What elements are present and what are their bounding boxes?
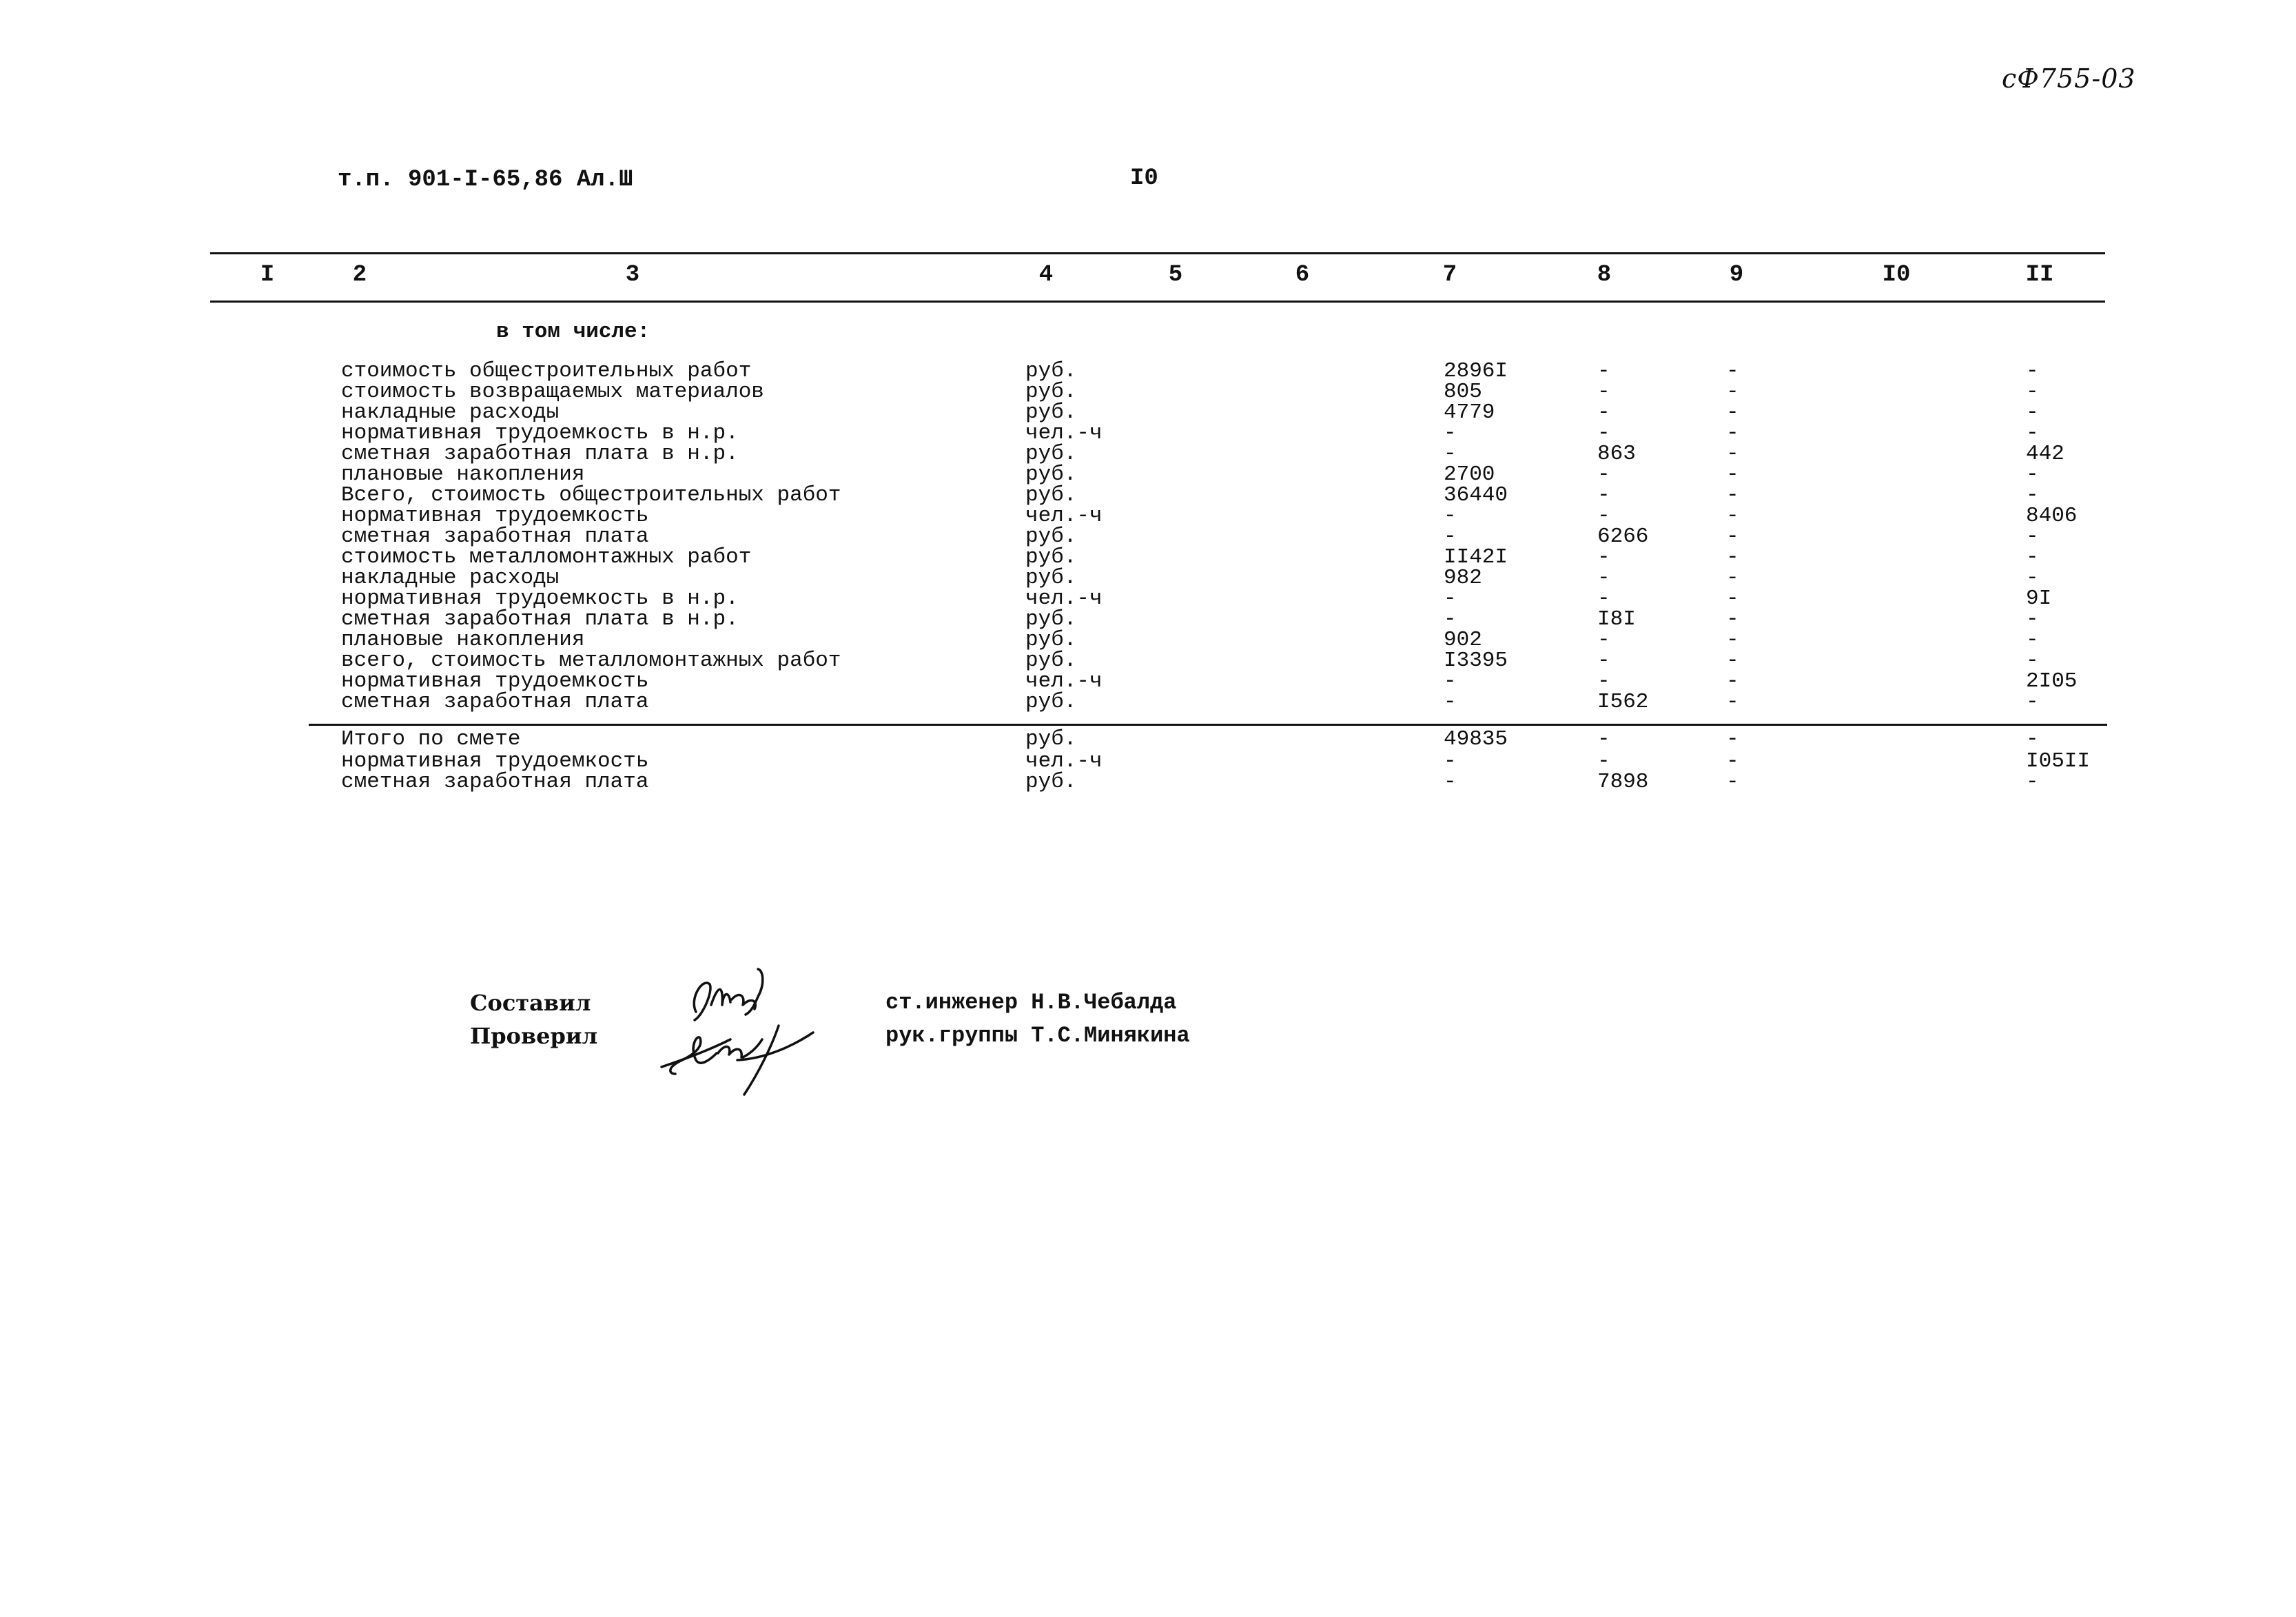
row-col7: 982 <box>1444 566 1482 590</box>
total-label: сметная заработная плата <box>341 770 649 794</box>
row-col9: - <box>1726 442 1739 466</box>
row-col9: - <box>1726 690 1739 714</box>
row-col9: - <box>1726 669 1739 693</box>
row-col8: I562 <box>1597 690 1649 714</box>
row-col11: 9I <box>2026 587 2052 611</box>
row-unit: руб. <box>1025 483 1077 507</box>
row-unit: руб. <box>1025 400 1077 425</box>
row-col11: - <box>2026 380 2039 404</box>
compiled-by: ст.инженер Н.В.Чебалда <box>885 990 1177 1015</box>
row-col11: - <box>2026 649 2039 673</box>
column-number: 8 <box>1597 262 1612 288</box>
row-label: нормативная трудоемкость <box>341 669 649 693</box>
handwritten-signatures <box>655 957 834 1101</box>
total-separator-rule <box>309 724 2107 726</box>
row-col8: 863 <box>1597 442 1636 466</box>
row-col7: 805 <box>1444 380 1482 404</box>
table-header-rule <box>210 301 2105 303</box>
row-col11: - <box>2026 483 2039 507</box>
row-col9: - <box>1726 545 1739 569</box>
row-col8: - <box>1597 566 1610 590</box>
row-col11: 8406 <box>2026 504 2078 528</box>
row-col9: - <box>1726 380 1739 404</box>
row-col7: - <box>1444 504 1457 528</box>
row-unit: руб. <box>1025 607 1077 631</box>
row-label: накладные расходы <box>341 566 560 590</box>
total-col11: - <box>2026 727 2039 751</box>
row-label: накладные расходы <box>341 400 560 425</box>
row-col7: I3395 <box>1444 649 1508 673</box>
row-label: плановые накопления <box>341 462 585 487</box>
row-col11: - <box>2026 400 2039 425</box>
document-reference: т.п. 901-I-65,86 Ал.Ш <box>338 167 633 193</box>
row-col9: - <box>1726 587 1739 611</box>
total-label: нормативная трудоемкость <box>341 749 649 773</box>
row-col11: - <box>2026 421 2039 445</box>
row-unit: руб. <box>1025 462 1077 487</box>
row-label: стоимость металломонтажных работ <box>341 545 752 569</box>
row-col7: - <box>1444 607 1457 631</box>
row-col9: - <box>1726 400 1739 425</box>
row-label: Всего, стоимость общестроительных работ <box>341 483 841 507</box>
row-col11: 442 <box>2026 442 2064 466</box>
row-label: нормативная трудоемкость в н.р. <box>341 587 739 611</box>
row-col11: - <box>2026 690 2039 714</box>
column-number: 7 <box>1442 262 1457 288</box>
row-col7: 2700 <box>1444 462 1495 487</box>
row-col7: - <box>1444 525 1457 549</box>
row-label: стоимость общестроительных работ <box>341 359 752 383</box>
checked-label: Проверил <box>470 1023 598 1049</box>
row-col8: - <box>1597 380 1610 404</box>
row-unit: руб. <box>1025 545 1077 569</box>
total-col7: - <box>1444 749 1457 773</box>
row-col7: 902 <box>1444 628 1482 652</box>
row-label: нормативная трудоемкость <box>341 504 649 528</box>
total-unit: руб. <box>1025 770 1077 794</box>
row-col11: - <box>2026 545 2039 569</box>
column-number: 5 <box>1168 262 1183 288</box>
row-col9: - <box>1726 607 1739 631</box>
row-col11: - <box>2026 607 2039 631</box>
row-col8: - <box>1597 587 1610 611</box>
total-col9: - <box>1726 749 1739 773</box>
column-number: I <box>260 262 275 288</box>
total-col9: - <box>1726 727 1739 751</box>
column-number: 4 <box>1038 262 1054 288</box>
row-col7: - <box>1444 690 1457 714</box>
row-col11: - <box>2026 462 2039 487</box>
column-number: I0 <box>1882 262 1911 288</box>
row-col11: - <box>2026 628 2039 652</box>
row-col8: - <box>1597 545 1610 569</box>
row-label: всего, стоимость металломонтажных работ <box>341 649 841 673</box>
row-col9: - <box>1726 359 1739 383</box>
row-col8: - <box>1597 400 1610 425</box>
row-unit: руб. <box>1025 566 1077 590</box>
row-unit: руб. <box>1025 649 1077 673</box>
row-unit: чел.-ч <box>1025 669 1103 693</box>
row-col9: - <box>1726 504 1739 528</box>
row-col9: - <box>1726 566 1739 590</box>
row-unit: руб. <box>1025 442 1077 466</box>
row-unit: руб. <box>1025 525 1077 549</box>
row-col11: - <box>2026 359 2039 383</box>
row-col7: 4779 <box>1444 400 1495 425</box>
column-number: II <box>2025 262 2054 288</box>
row-col11: - <box>2026 566 2039 590</box>
total-col11: - <box>2026 770 2039 794</box>
column-number: 9 <box>1729 262 1744 288</box>
table-top-rule <box>210 252 2105 254</box>
page-number: I0 <box>1130 165 1158 192</box>
total-unit: руб. <box>1025 727 1077 751</box>
row-col9: - <box>1726 421 1739 445</box>
row-col7: 2896I <box>1444 359 1508 383</box>
document-code-mark: сФ755-03 <box>2002 63 2136 94</box>
column-number: 3 <box>625 262 640 288</box>
row-col9: - <box>1726 483 1739 507</box>
row-col7: - <box>1444 421 1457 445</box>
row-unit: чел.-ч <box>1025 587 1103 611</box>
row-label: сметная заработная плата <box>341 525 649 549</box>
row-label: сметная заработная плата в н.р. <box>341 607 739 631</box>
total-col8: 7898 <box>1597 770 1649 794</box>
total-col8: - <box>1597 749 1610 773</box>
row-col9: - <box>1726 525 1739 549</box>
row-col8: - <box>1597 462 1610 487</box>
row-col11: - <box>2026 525 2039 549</box>
row-col9: - <box>1726 649 1739 673</box>
row-col8: 6266 <box>1597 525 1649 549</box>
row-label: нормативная трудоемкость в н.р. <box>341 421 739 445</box>
row-unit: руб. <box>1025 690 1077 714</box>
total-col7: - <box>1444 770 1457 794</box>
row-col7: II42I <box>1444 545 1508 569</box>
row-col7: - <box>1444 442 1457 466</box>
total-col9: - <box>1726 770 1739 794</box>
column-number: 6 <box>1295 262 1310 288</box>
total-col8: - <box>1597 727 1610 751</box>
column-number: 2 <box>352 262 367 288</box>
row-label: сметная заработная плата в н.р. <box>341 442 739 466</box>
row-unit: чел.-ч <box>1025 421 1103 445</box>
compiled-label: Составил <box>470 990 591 1016</box>
checked-by: рук.группы Т.С.Минякина <box>885 1023 1190 1048</box>
row-col8: - <box>1597 504 1610 528</box>
row-col8: - <box>1597 483 1610 507</box>
row-col8: - <box>1597 669 1610 693</box>
row-unit: руб. <box>1025 380 1077 404</box>
row-col7: 36440 <box>1444 483 1508 507</box>
row-col8: - <box>1597 649 1610 673</box>
row-col8: I8I <box>1597 607 1636 631</box>
row-col9: - <box>1726 628 1739 652</box>
row-unit: руб. <box>1025 628 1077 652</box>
total-col11: I05II <box>2026 749 2091 773</box>
total-label: Итого по смете <box>341 727 521 751</box>
row-col8: - <box>1597 628 1610 652</box>
row-col7: - <box>1444 587 1457 611</box>
row-label: сметная заработная плата <box>341 690 649 714</box>
row-col9: - <box>1726 462 1739 487</box>
row-col11: 2I05 <box>2026 669 2078 693</box>
total-unit: чел.-ч <box>1025 749 1103 773</box>
row-label: плановые накопления <box>341 628 585 652</box>
section-heading: в том числе: <box>496 320 650 344</box>
row-col7: - <box>1444 669 1457 693</box>
row-col8: - <box>1597 359 1610 383</box>
row-col8: - <box>1597 421 1610 445</box>
row-label: стоимость возвращаемых материалов <box>341 380 764 404</box>
total-col7: 49835 <box>1444 727 1508 751</box>
row-unit: руб. <box>1025 359 1077 383</box>
row-unit: чел.-ч <box>1025 504 1103 528</box>
